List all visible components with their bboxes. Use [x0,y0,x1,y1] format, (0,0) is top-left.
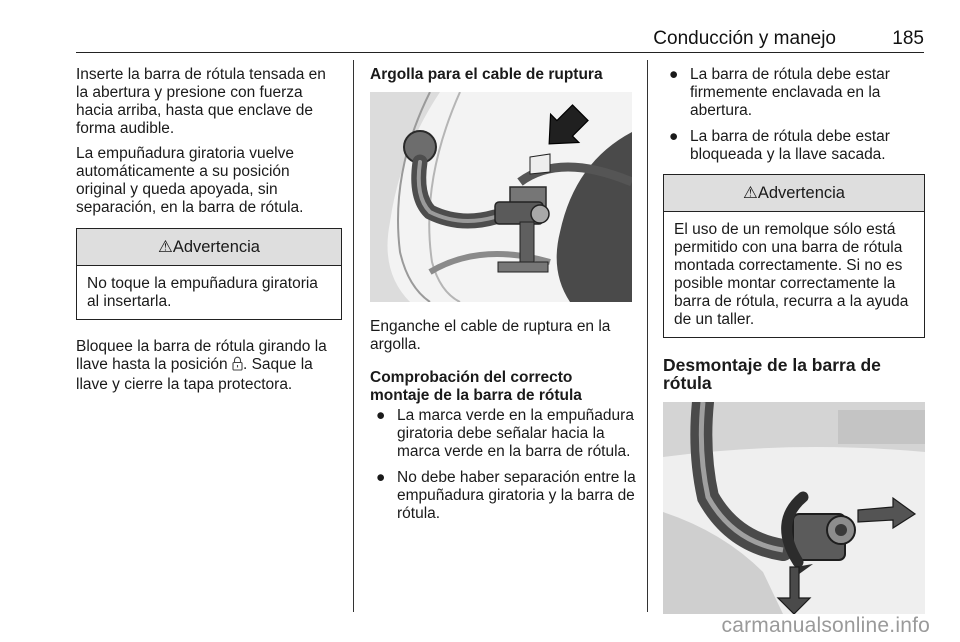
column-middle [370,66,636,531]
bullet-list [663,66,925,164]
warning-box [76,228,342,320]
column-left [76,66,342,401]
paragraph [76,338,342,394]
watermark: carmanualsonline.info [721,614,930,637]
warning-header [77,229,341,266]
list-item [370,407,636,461]
list-item [663,66,925,120]
list-item-text: La barra de rótula debe estar bloqueada y la llave sacada. [690,128,890,163]
list-item-text: No debe haber separación entre la empuñadura giratoria y la barra de rótula. [397,469,636,522]
page-header [76,24,924,53]
list-item [370,469,636,523]
bullet-icon: ● [376,469,386,486]
image-caption: Enganche el cable de ruptura en la argolla. [370,318,611,353]
paragraph: Inserte la barra de rótula tensada en la abertura y presione con fuerza hacia arriba, hasta que enclave de forma audible. [76,66,326,137]
list-item-text: La marca verde en la empuñadura giratoria debe señalar hacia la marca verde en la barra de rótula. [397,407,634,460]
section-heading: Desmontaje de la barra de rótula [663,355,881,393]
list-item-text: La barra de rótula debe estar firmemente enclavada en la abertura. [690,66,890,119]
list-item [663,128,925,164]
paragraph: La empuñadura giratoria vuelve automáticamente a su posición original y queda apoyada, sin separación, en la barra de rótula. [76,145,304,216]
warning-triangle-icon: ⚠ [743,184,758,202]
paragraph-text: . Saque la llave y cierre la tapa protectora. [76,356,313,393]
column-divider [353,60,354,612]
bullet-icon: ● [669,128,679,145]
warning-title: Advertencia [172,238,260,256]
towing-eye-photo [370,92,632,302]
bullet-icon: ● [376,407,386,424]
warning-body: No toque la empuñadura giratoria al insertarla. [87,275,318,310]
column-right [663,66,925,614]
chapter-title: Conducción y manejo [653,28,836,49]
warning-title: Advertencia [757,184,845,202]
padlock-icon [232,356,243,376]
page-number: 185 [892,28,924,49]
column-divider [647,60,648,612]
warning-triangle-icon: ⚠ [158,238,173,256]
section-subheading: Comprobación del correcto montaje de la barra de rótula [370,369,582,404]
warning-body: El uso de un remolque sólo está permitido con una barra de rótula montada correctamente. Si no es posible montar correctamente la barra de rótula, recurra a la ayuda de un taller. [674,221,909,328]
bullet-list [370,407,636,523]
bullet-icon: ● [669,66,679,83]
warning-box [663,174,925,338]
warning-header [664,175,924,212]
section-subheading: Argolla para el cable de ruptura [370,66,603,83]
paragraph-text: Bloquee la barra de rótula girando la llave hasta la posición [76,338,327,373]
removal-photo [663,402,925,614]
